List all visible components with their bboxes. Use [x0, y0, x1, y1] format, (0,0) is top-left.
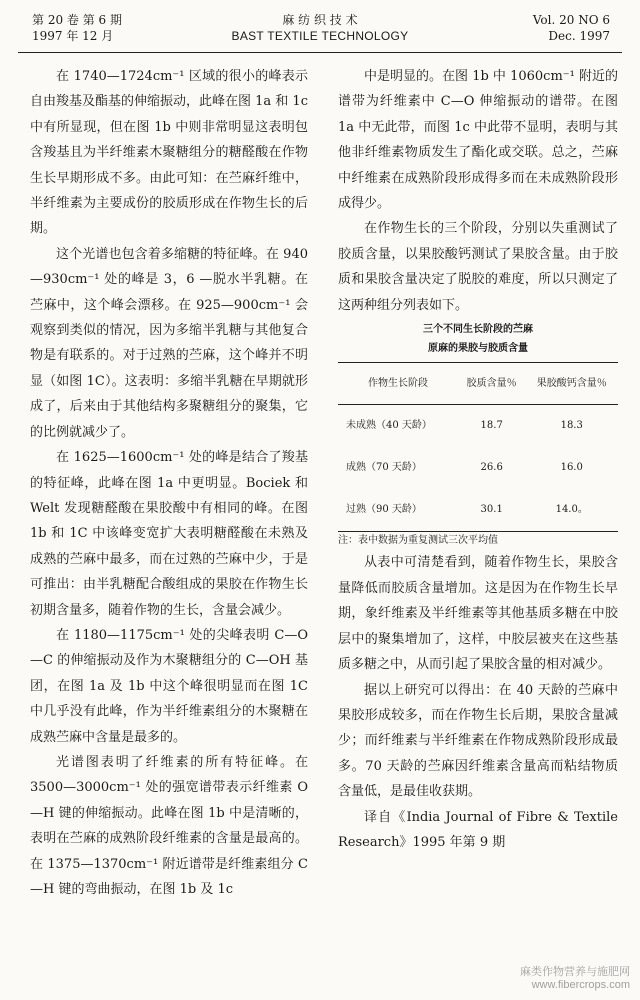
header-gum-content: 胶质含量％ — [458, 363, 526, 405]
paragraph: 中是明显的。在图 1b 中 1060cm⁻¹ 附近的谱带为纤维素中 C—O 伸缩振动的谱带。在图 1a 中无此带，而图 1c 中此带不显明，表明与其他非纤维素物质发生了酯化或交联。总之，苎麻中纤维素在成熟阶段形成得多而在未成熟阶段形成得少。 — [338, 69, 618, 212]
journal-title-en: BAST TEXTILE TECHNOLOGY — [231, 29, 409, 43]
source-suffix: 》1995 年第 9 期 — [399, 834, 506, 850]
header-stage: 作物生长阶段 — [338, 363, 458, 405]
table-row — [338, 447, 618, 489]
running-header — [18, 10, 622, 53]
site-watermark — [520, 966, 630, 992]
right-column — [338, 64, 618, 855]
cell-pectin: 16.0 — [560, 462, 583, 474]
watermark-name: 麻类作物营养与施肥网 — [520, 966, 630, 978]
volume-issue-en: Vol. 20 NO 6 — [532, 13, 610, 27]
header-pectin-content: 果胶酸钙含量％ — [525, 363, 618, 405]
paragraph: 在 1625—1600cm⁻¹ 处的峰是结合了羧基的特征峰，此峰在图 1a 中更明显。Bociek 和 Welt 发现糖醛酸在果胶酸中有相同的峰。在图 1b 和 1C 中该峰变宽扩大表明糖醛酸在未熟及成熟的苎麻中最多，而在过熟的苎麻中少，于是可推出：由半乳糖配合酸组成的果胶在作物生长初期含量多，随着作物的生长，含量会减少。 — [30, 450, 308, 618]
paragraph: 在作物生长的三个阶段，分别以失重测试了胶质含量，以果胶酸钙测试了果胶含量。由于胶质和果胶含量决定了脱胶的难度，所以只测定了这两种组分列表如下。 — [338, 221, 618, 313]
cell-stage: 成熟（70 天龄） — [346, 462, 422, 474]
issue-date-cn: 1997 年 12 月 — [32, 29, 114, 43]
source-citation — [338, 805, 618, 856]
data-table — [338, 320, 618, 550]
paragraph: 据以上研究可以得出：在 40 天龄的苎麻中果胶形成较多，而在作物生长后期，果胶含量减少；而纤维素与半纤维素在作物成熟阶段形成最多。70 天龄的苎麻因纤维素含量高而粘结物质含量低，是最佳收获期。 — [338, 682, 618, 800]
watermark-url: www.fibercrops.com — [531, 979, 630, 991]
source-prefix: 译自《 — [364, 809, 407, 825]
paragraph: 从表中可清楚看到，随着作物生长，果胶含量降低而胶质含量增加。这是因为在作物生长早期，象纤维素及半纤维素等其他基质多糖在中胶层中的聚集增加了，这样，中胶层被夹在这些基质多糖之中，从而引起了果胶含量的相对减少。 — [338, 555, 618, 673]
table-title-line1: 三个不同生长阶段的苎麻 — [423, 324, 533, 336]
cell-gum: 26.6 — [480, 462, 503, 474]
left-column — [30, 64, 308, 902]
cell-gum: 18.7 — [480, 420, 503, 432]
issue-info-en — [533, 12, 610, 44]
cell-pectin: 18.3 — [560, 420, 583, 432]
cell-gum: 30.1 — [480, 504, 503, 516]
table-row — [338, 489, 618, 532]
table-row — [338, 405, 618, 448]
volume-issue: 第 20 卷 第 6 期 — [32, 13, 122, 27]
journal-title-cn: 麻 纺 织 技 术 — [282, 13, 358, 27]
paragraph: 在 1740—1724cm⁻¹ 区域的很小的峰表示自由羧基及酯基的伸缩振动，此峰在图 1a 和 1c 中有所显现，但在图 1b 中则非常明显这表明包含羧基且为半纤维素木聚糖组分的糖醛酸在作物生长早期形成不多。由此可知：在苎麻纤维中，半纤维素为主要成份的胶质形成在作物生长的后期。 — [30, 69, 308, 237]
paragraph: 在 1180—1175cm⁻¹ 处的尖峰表明 C—O—C 的伸缩振动及作为木聚糖组分的 C—OH 基团，在图 1a 及 1b 中这个峰很明显而在图 1C 中几乎没有此峰，作为半纤维素组分的木聚糖在成熟苎麻中含量是最多的。 — [30, 627, 308, 745]
table-title-line2: 原麻的果胶与胶质含量 — [428, 343, 528, 355]
source-journal: India Journal of Fibre & Textile Research — [338, 809, 618, 850]
cell-stage: 过熟（90 天龄） — [346, 504, 422, 516]
paragraph: 光谱图表明了纤维素的所有特征峰。在 3500—3000cm⁻¹ 处的强宽谱带表示纤维素 O—H 键的伸缩振动。此峰在图 1b 中是清晰的，表明在苎麻的成熟阶段纤维素的含量是最高的。在 1375—1370cm⁻¹ 附近谱带是纤维素组分 C—H 键的弯曲振动，在图 1b 及 1c — [30, 754, 308, 897]
table-note: 注：表中数据为重复测试三次平均值 — [338, 535, 498, 547]
journal-title — [18, 12, 622, 44]
paragraph: 这个光谱也包含着多缩糖的特征峰。在 940—930cm⁻¹ 处的峰是 3，6 —脱水半乳糖。在苎麻中，这个峰会漂移。在 925—900cm⁻¹ 会观察到类似的情况，因为多缩半乳糖与其他复合物是有联系的。对于过熟的苎麻，这个峰并不明显（如图 1C）。这表明：多缩半乳糖在早期就形成了，后来由于其他结构多聚糖组分的聚集，它的比例就减少了。 — [30, 246, 308, 440]
cell-pectin: 14.0。 — [555, 504, 588, 516]
table-header-row — [338, 363, 618, 405]
issue-date-en: Dec. 1997 — [548, 29, 610, 43]
pectin-gum-table — [338, 362, 618, 532]
cell-stage: 未成熟（40 天龄） — [346, 420, 432, 432]
